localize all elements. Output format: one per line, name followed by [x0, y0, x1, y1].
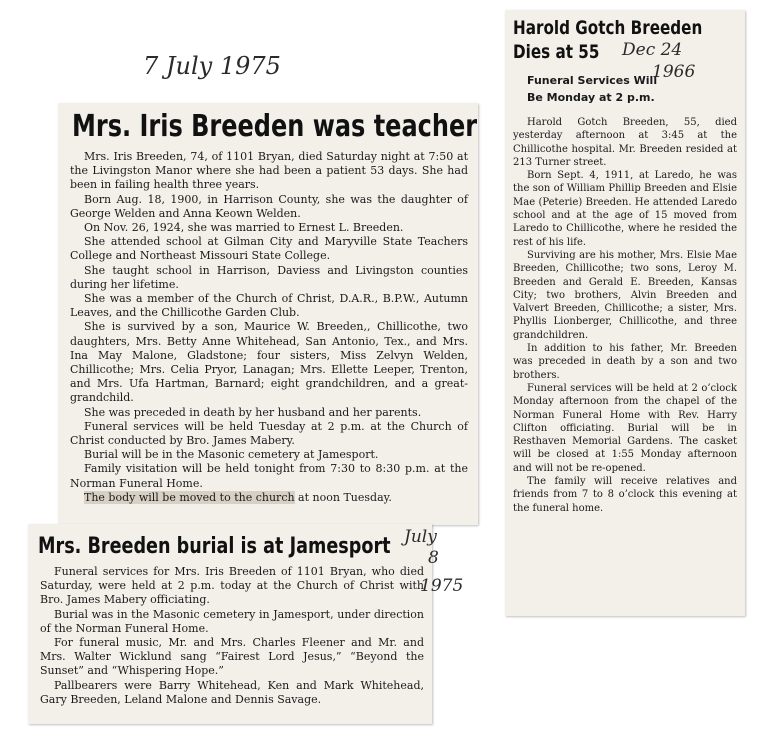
clipping1-paragraph: Burial will be in the Masonic cemetery at Jamesport. — [84, 448, 379, 462]
clipping-breeden-burial — [28, 524, 432, 724]
clipping1-last-text: at noon Tuesday. — [294, 490, 392, 504]
handwritten-date-clip2-month: July — [404, 527, 437, 547]
clipping1-last-paragraph — [70, 491, 468, 505]
clipping-iris-breeden-obituary — [58, 103, 478, 525]
clipping1-paragraph: She taught school in Harrison, Daviess and Livingston counties during her lifetime. — [70, 263, 468, 291]
clipping3-paragraph: The family will receive relatives and friends from 7 to 8 o’clock this evening at the funeral home. — [513, 476, 737, 514]
clipping1-paragraph: She was preceded in death by her husband and her parents. — [84, 405, 422, 419]
handwritten-date-clip3-year: 1966 — [652, 62, 696, 82]
handwritten-date-top: 7 July 1975 — [143, 52, 281, 80]
clipping3-subhead-line2: Be Monday at 2 p.m. — [527, 91, 655, 104]
clipping1-headline: Mrs. Iris Breeden was teacher — [72, 109, 478, 144]
clipping1-paragraph: Family visitation will be held tonight from 7:30 to 8:30 p.m. at the Norman Funeral Home. — [70, 462, 468, 490]
handwritten-date-clip3-day: Dec 24 — [622, 40, 683, 60]
clipping3-paragraph: Funeral services will be held at 2 o’clock Monday afternoon from the chapel of the Norman Funeral Home with Rev. Harry Clifton officiating. Burial will be in Resthaven Memorial Gardens. The casket will be closed at 1:55 Monday afternoon and will not be re-opened. — [513, 382, 737, 474]
clipping3-paragraph: In addition to his father, Mr. Breeden was preceded in death by a son and two brothers. — [513, 343, 737, 381]
clipping1-paragraph: Mrs. Iris Breeden, 74, of 1101 Bryan, died Saturday night at 7:50 at the Livingston Manor where she had been a patient 53 days. She had been in failing health three years. — [70, 150, 468, 192]
clipping2-paragraph: For funeral music, Mr. and Mrs. Charles Fleener and Mr. and Mrs. Walter Wicklund sang “Fairest Lord Jesus,” “Beyond the Sunset” and “Whispering Hope.” — [40, 636, 424, 678]
handwritten-date-clip2-year: 1975 — [420, 576, 464, 596]
clipping2-paragraph: Funeral services for Mrs. Iris Breeden of 1101 Bryan, who died Saturday, were held at 2 p.m. today at the Church of Christ with Bro. James Mabery officiating. — [40, 565, 424, 607]
clipping-harold-breeden-obituary — [505, 10, 745, 616]
clipping1-paragraph: She was a member of the Church of Christ, D.A.R., B.P.W., Autumn Leaves, and the Chillicothe Garden Club. — [70, 292, 468, 320]
clipping3-paragraph: Born Sept. 4, 1911, at Laredo, he was the son of William Phillip Breeden and Elsie Mae (Peterie) Breeden. He attended Laredo school and at the age of 15 moved from Laredo to Chillicothe, where he resided the rest of his life. — [513, 170, 737, 248]
clipping2-body — [40, 565, 424, 707]
clipping3-subhead-line1: Funeral Services Will — [527, 74, 658, 87]
clipping2-headline: Mrs. Breeden burial is at Jamesport — [38, 534, 391, 559]
clipping2-paragraph: Burial was in the Masonic cemetery in Jamesport, under direction of the Norman Funeral Home. — [40, 607, 424, 635]
clipping3-body — [513, 116, 737, 515]
clipping1-paragraph: She attended school at Gilman City and Maryville State Teachers College and Northeast Missouri State College. — [70, 235, 468, 263]
clipping3-paragraph: Surviving are his mother, Mrs. Elsie Mae Breeden, Chillicothe; two sons, Leroy M. Breeden and Gerald E. Breeden, Kansas City; two brothers, Alvin Breeden and Valvert Breeden, Chillicothe; a sister, Mrs. Phyllis Lionberger, Chillicothe, and three grandchildren. — [513, 249, 737, 341]
clipping1-paragraph: Born Aug. 18, 1900, in Harrison County, she was the daughter of George Welden and Anna Keown Welden. — [70, 192, 468, 220]
clipping1-body — [70, 150, 468, 505]
clipping3-subhead — [527, 72, 737, 106]
highlighted-text: The body will be moved to the church — [84, 490, 295, 504]
handwritten-date-clip2-day: 8 — [428, 548, 439, 568]
clipping1-paragraph: On Nov. 26, 1924, she was married to Ernest L. Breeden. — [84, 221, 404, 235]
clipping1-paragraph: She is survived by a son, Maurice W. Breeden,, Chillicothe, two daughters, Mrs. Betty Anne Whitehead, San Antonio, Tex., and Mrs. Ina May Malone, Gladstone; four sisters, Miss Zelvyn Welden, Chillicothe; Mrs. Celia Pryor, Lanagan; Mrs. Ellette Leeper, Trenton, and Mrs. Ufa Hartman, Barnard; eight grandchildren, and a great-grandchild. — [70, 320, 468, 405]
clipping3-headline-line1: Harold Gotch Breeden — [513, 17, 703, 39]
clipping3-headline-line2: Dies at 55 — [513, 41, 600, 63]
clipping3-paragraph: Harold Gotch Breeden, 55, died yesterday afternoon at 3:45 at the Chillicothe hospital. Mr. Breeden resided at 213 Turner street. — [513, 117, 737, 168]
clipping1-paragraph: Funeral services will be held Tuesday at 2 p.m. at the Church of Christ conducted by Bro. James Mabery. — [70, 419, 468, 448]
clipping2-paragraph: Pallbearers were Barry Whitehead, Ken and Mark Whitehead, Gary Breeden, Leland Malone and Dennis Savage. — [40, 678, 424, 706]
